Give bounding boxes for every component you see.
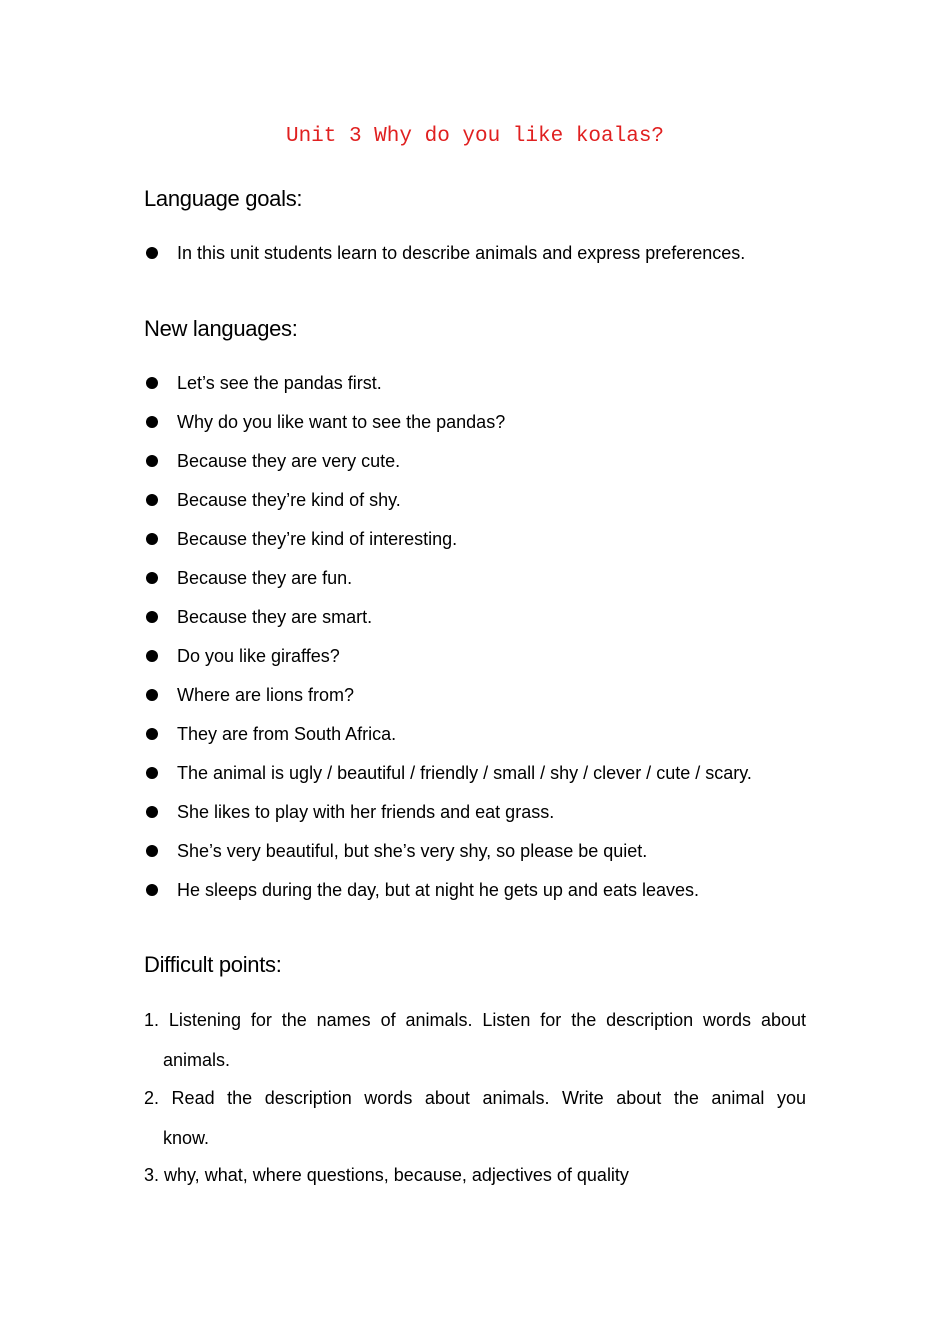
section-heading-new-languages: New languages: — [144, 316, 298, 341]
section-heading-language-goals: Language goals: — [144, 186, 303, 211]
bullet-icon — [146, 650, 158, 662]
bullet-icon — [146, 845, 158, 857]
section-heading-difficult-points: Difficult points: — [144, 952, 282, 977]
list-item: 3. why, what, where questions, because, adjectives of quality — [144, 1165, 629, 1185]
bullet-icon — [146, 689, 158, 701]
bullet-icon — [146, 533, 158, 545]
difficult-points-list — [144, 1000, 806, 1193]
bullet-icon — [146, 806, 158, 818]
bullet-icon — [146, 728, 158, 740]
bullet-icon — [146, 247, 158, 259]
bullet-icon — [146, 572, 158, 584]
bullet-icon — [146, 416, 158, 428]
bullet-icon — [146, 611, 158, 623]
bullet-icon — [146, 494, 158, 506]
bullet-icon — [146, 884, 158, 896]
bullet-icon — [146, 377, 158, 389]
bullet-icon — [146, 767, 158, 779]
list-item: 2. Read the description words about animals. Write about the animal you know. — [144, 1088, 806, 1148]
document-title: Unit 3 Why do you like koalas? — [285, 125, 665, 148]
list-item: 1. Listening for the names of animals. Listen for the description words about animals. — [144, 1010, 806, 1070]
bullet-icon — [146, 455, 158, 467]
